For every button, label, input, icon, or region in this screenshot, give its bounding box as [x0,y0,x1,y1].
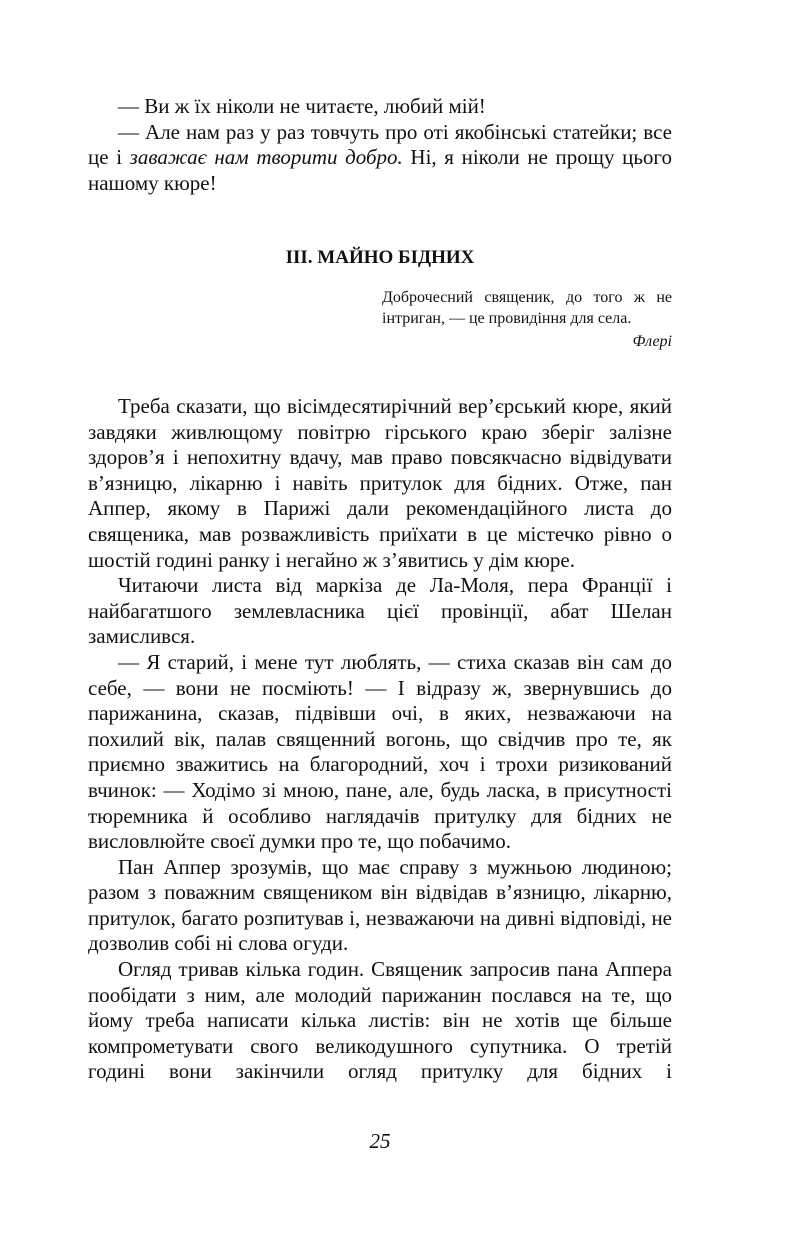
body-paragraph: Читаючи листа від маркіза де Ла-Моля, пера Франції і найбагатшого землевласника цієї провінції, абат Шелан замислився. [88,573,672,649]
paragraph-text: Ні, я ніколи не прощу цього нашому кюре! [88,145,672,195]
continued-text [88,94,672,196]
page-number: 25 [369,1129,391,1153]
chapter-body [88,394,672,1085]
body-paragraph: Треба сказати, що вісімдесятирічний вер’єрський кюре, який завдяки живлющому повітрю гірського краю зберіг залізне здоров’я і непохитну вдачу, мав право повсякчасно відвідувати в’язницю, лікарню і навіть притулок для бідних. Отже, пан Аппер, якому в Парижі дали рекомендаційного листа до священика, мав розважливість приїхати в це містечко рівно о шостій годині ранку і негайно ж з’явитись у дім кюре. [88,394,672,572]
paragraph-text: — Але нам раз у раз товчуть про оті якобінські статейки; все це і [88,119,672,170]
dialogue-paragraph: — Ви ж їх ніколи не читаєте, любий мій! [118,94,486,118]
epigraph-text: Доброчесний священик, до того ж не інтриган, — це провидіння для села. [382,289,672,327]
epigraph-author: Флері [632,333,672,350]
italic-phrase: заважає нам творити добро. [129,145,403,170]
body-paragraph: Пан Аппер зрозумів, що має справу з мужньою людиною; разом з поважним священиком він відвідав в’язницю, лікарню, притулок, багато розпитував і, незважаючи на дивні відповіді, не дозволив собі ні слова огуди. [88,854,672,956]
chapter-title: III. МАЙНО БІДНИХ [285,247,475,268]
body-paragraph: — Я старий, і мене тут люблять, — стиха сказав він сам до себе, — вони не посміють! — І відразу ж, звернувшись до парижанина, сказав, підвівши очі, в яких, незважаючи на похилий вік, палав священний вогонь, що свідчив про те, як приємно зважитись на благородний, хоч і трохи ризикований вчинок: — Ходімо зі мною, пане, але, будь ласка, в присутності тюремника й особливо наглядачів притулку для бідних не висловлюйте своєї думки про те, що побачимо. [88,649,672,854]
dialogue-paragraph [88,120,672,197]
epigraph [382,287,672,352]
body-paragraph: Огляд тривав кілька годин. Священик запросив пана Аппера пообідати з ним, але молодий парижанин послався на те, що йому треба написати кілька листів: він не хотів ще більше компрометувати свого великодушного супутника. О третій годині вони закінчили огляд притулку для бідних і [88,957,672,1084]
